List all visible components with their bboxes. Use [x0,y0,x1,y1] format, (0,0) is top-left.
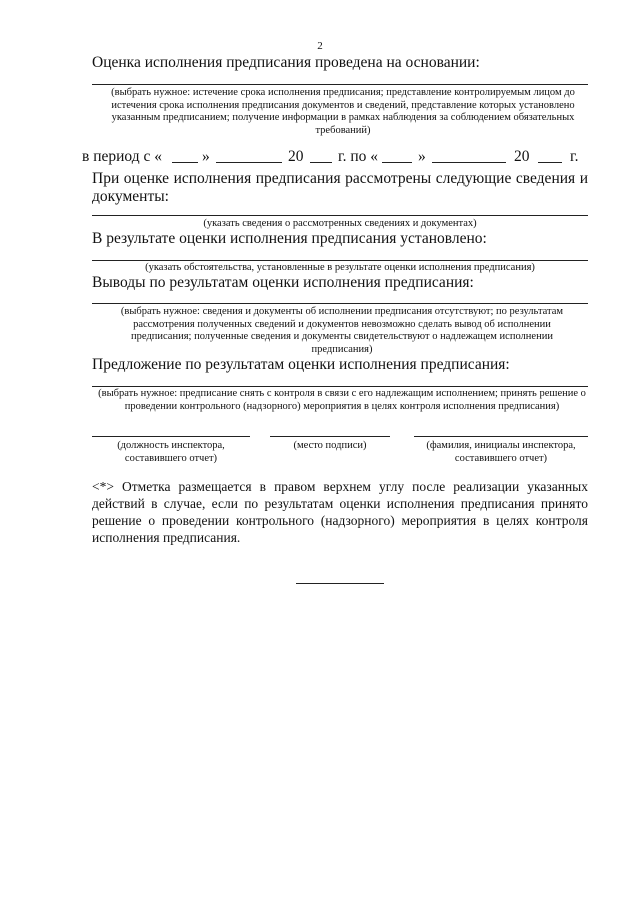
name-line [414,436,588,437]
period-year-2: 20 [514,148,530,165]
period-month-1-blank [216,148,282,163]
conclusions-hint: (выбрать нужное: сведения и документы об исполнении предписания отсутствуют; по результатам рассмотрения полученных сведений и документов невозможно сделать вывод об исполнении предписания; полученные сведения и документы свидетельствуют о надлежащем исполнении предписания) [120,306,564,355]
established-line [92,260,588,261]
footnote: <*> Отметка размещается в правом верхнем углу после реализации указанных действий в случае, если по результатам оценки исполнения предписания принято решение о проведении контрольного (надзорного) мероприятия в целях контроля исполнения предписания. [92,479,588,545]
period-year-suffix-2: г. [570,148,579,165]
period-year-2-blank [538,148,562,163]
period-month-2-blank [432,148,506,163]
signature-line [270,436,390,437]
conclusions-line [92,303,588,304]
conclusions-heading: Выводы по результатам оценки исполнения предписания: [92,274,474,291]
assessment-basis-heading: Оценка исполнения предписания проведена на основании: [92,54,480,71]
period-quote-close-1: » [202,148,210,165]
period-day-1-blank [172,148,198,163]
name-hint: (фамилия, инициалы инспектора, составившего отчет) [426,440,576,464]
period-quote-close-2: » [418,148,426,165]
position-line [92,436,250,437]
established-heading: В результате оценки исполнения предписания установлено: [92,230,487,247]
assessment-basis-line [92,84,588,85]
end-divider [296,583,384,584]
considered-line [92,215,588,216]
considered-text: При оценке исполнения предписания рассмотрены следующие сведения и документы: [92,170,588,205]
period-year-suffix-1: г. по « [338,148,379,165]
period-year-1-blank [310,148,332,163]
period-day-2-blank [382,148,412,163]
period-line [82,148,608,168]
period-prefix: в период с « [82,148,162,165]
period-year-1: 20 [288,148,304,165]
signature-hint: (место подписи) [293,440,367,451]
proposal-hint: (выбрать нужное: предписание снять с контроля в связи с его надлежащим исполнением; принять решение о проведении контрольного (надзорного) мероприятия в целях контроля исполнения предписания) [98,388,586,412]
proposal-heading: Предложение по результатам оценки исполнения предписания: [92,356,510,373]
position-hint: (должность инспектора, составившего отчет) [117,440,225,464]
established-hint: (указать обстоятельства, установленные в результате оценки исполнения предписания) [145,262,535,273]
considered-hint: (указать сведения о рассмотренных сведениях и документах) [203,218,477,229]
assessment-basis-hint: (выбрать нужное: истечение срока исполнения предписания; представление контролируемым лицом до истечения срока исполнения предписания документов и сведений, представление которых установлено указанным предписанием; получение информации в рамках наблюдения за соблюдением обязательных требований) [111,87,575,136]
page-number: 2 [317,40,323,52]
proposal-line [92,386,588,387]
